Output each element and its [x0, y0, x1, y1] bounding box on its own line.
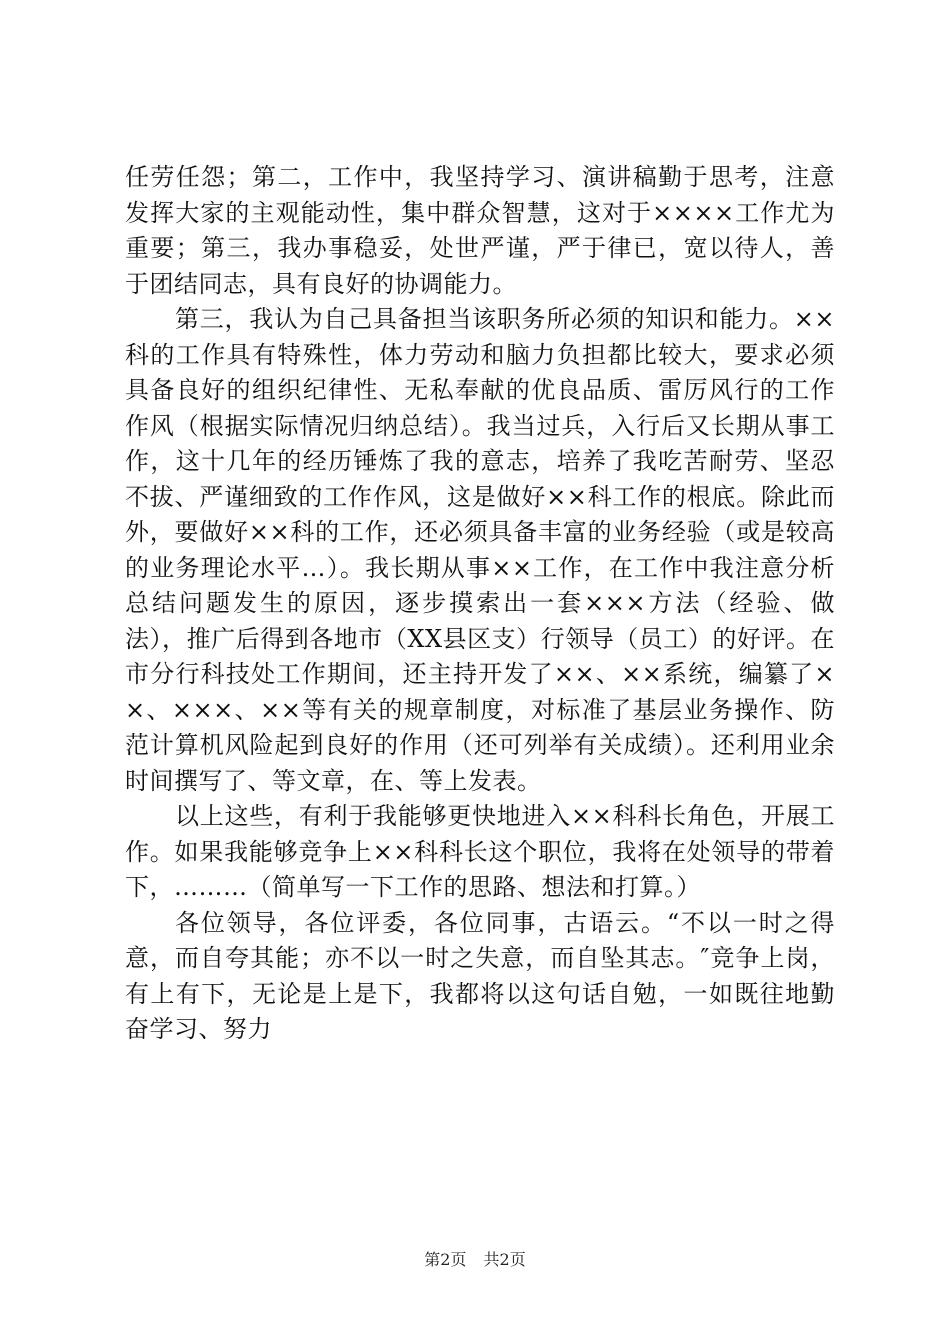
document-body [125, 160, 835, 1048]
paragraph-3: 以上这些，有利于我能够更快地进入××科科长角色，开展工作。如果我能够竞争上××科科长这个职位，我将在处领导的带着下，………（简单写一下工作的思路、想法和打算。） [125, 802, 835, 901]
paragraph-1: 任劳任怨；第二，工作中，我坚持学习、演讲稿勤于思考，注意发挥大家的主观能动性，集中群众智慧，这对于××××工作尤为重要；第三，我办事稳妥，处世严谨，严于律已，宽以待人，善于团结同志，具有良好的协调能力。 [125, 163, 835, 298]
page-footer [0, 1247, 950, 1270]
page-number-current: 第2页 [424, 1250, 467, 1269]
paragraph-4: 各位领导，各位评委，各位同事，古语云。“不以一时之得意，而自夸其能；亦不以一时之失意，而自坠其志。″竞争上岗，有上有下，无论是上是下，我都将以这句话自勉，一如既往地勤奋学习、努力 [125, 908, 835, 1043]
page-number-total: 共2页 [483, 1250, 526, 1269]
paragraph-2: 第三，我认为自己具备担当该职务所必须的知识和能力。××科的工作具有特殊性，体力劳动和脑力负担都比较大，要求必须具备良好的组织纪律性、无私奉献的优良品质、雷厉风行的工作作风（根据实际情况归纳总结）。我当过兵，入行后又长期从事工作，这十几年的经历锤炼了我的意志，培养了我吃苦耐劳、坚忍不拔、严谨细致的工作作风，这是做好××科工作的根底。除此而外，要做好××科的工作，还必须具备丰富的业务经验（或是较高的业务理论水平…）。我长期从事××工作，在工作中我注意分析总结问题发生的原因，逐步摸索出一套×××方法（经验、做法），推广后得到各地市（XX县区支）行领导（员工）的好评。在市分行科技处工作期间，还主持开发了××、××系统，编纂了××、×××、××等有关的规章制度，对标准了基层业务操作、防范计算机风险起到良好的作用（还可列举有关成绩）。还利用业余时间撰写了、等文章，在、等上发表。 [125, 305, 835, 795]
